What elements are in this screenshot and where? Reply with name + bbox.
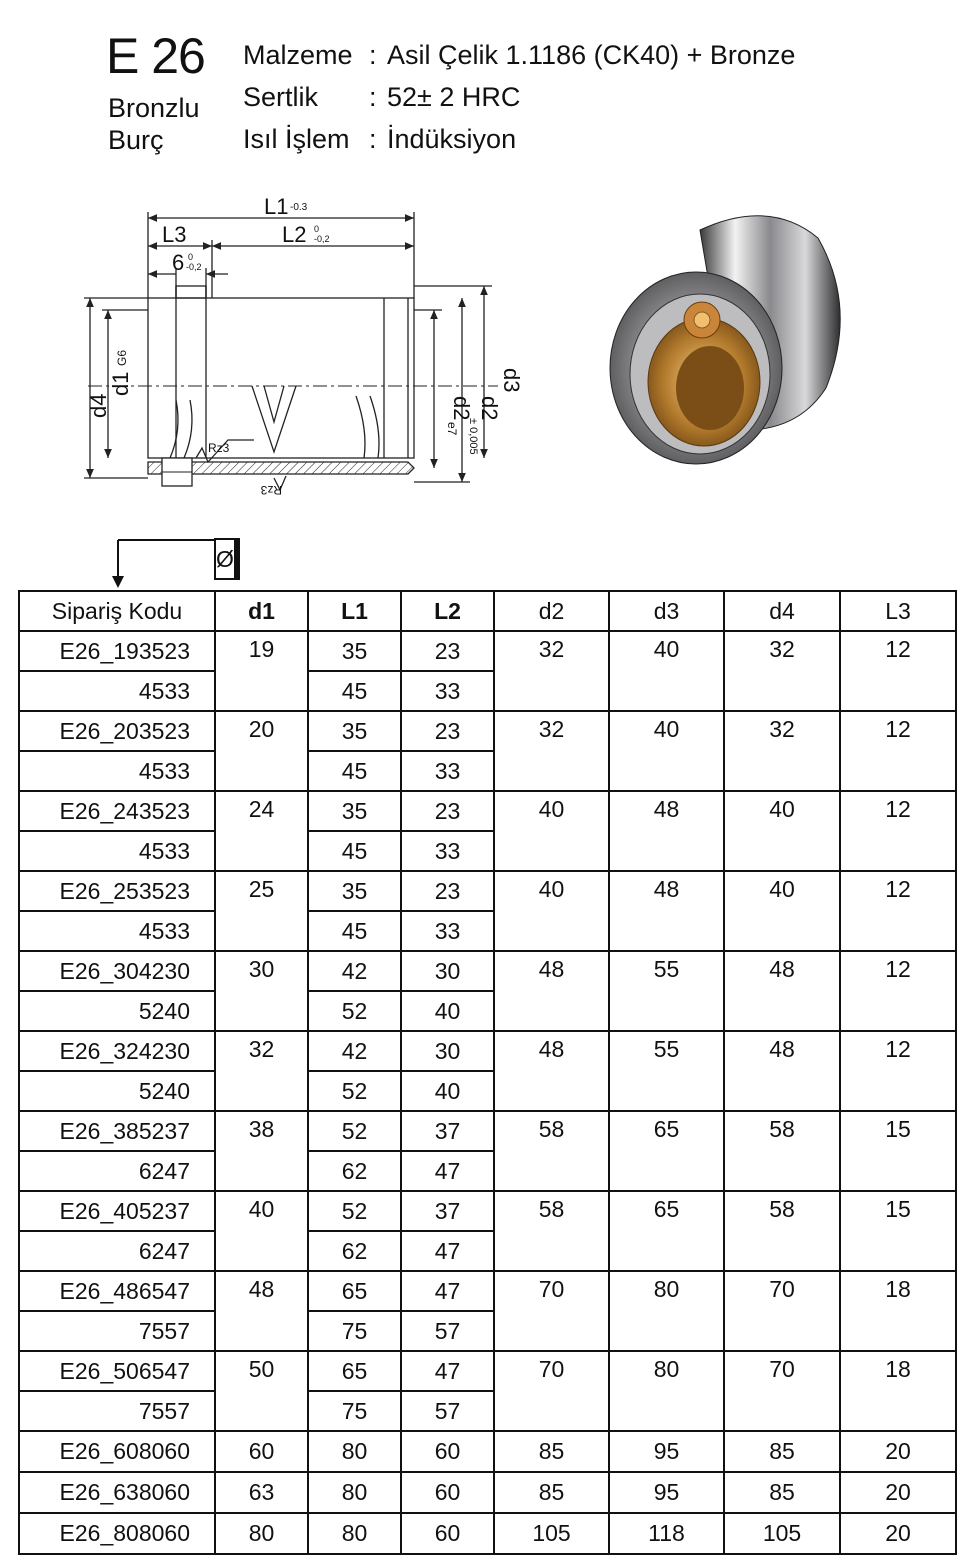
l2-value: 40 — [401, 1071, 494, 1111]
order-code: E26_385237 — [19, 1111, 215, 1151]
table-row — [19, 1111, 956, 1151]
column-header: d3 — [609, 591, 724, 631]
l2-value: 30 — [401, 1031, 494, 1071]
technical-drawing — [78, 190, 524, 510]
l1-value: 45 — [308, 751, 401, 791]
d1-value: 50 — [215, 1351, 308, 1431]
d3-value: 48 — [609, 871, 724, 951]
l1-value: 35 — [308, 711, 401, 751]
d3-value: 95 — [609, 1431, 724, 1472]
l1-value: 35 — [308, 791, 401, 831]
l2-value: 47 — [401, 1231, 494, 1271]
l3-value: 12 — [840, 1031, 956, 1111]
dim-l1: L1 — [264, 194, 289, 219]
l3-value: 12 — [840, 711, 956, 791]
d1-value: 80 — [215, 1513, 308, 1554]
d2-value: 48 — [494, 1031, 609, 1111]
l3-value: 18 — [840, 1351, 956, 1431]
d4-value: 40 — [724, 871, 840, 951]
order-code: E26_506547 — [19, 1351, 215, 1391]
dim-l2-tol-top: 0 — [314, 224, 320, 234]
dim-d2b: d2 — [477, 396, 502, 421]
header-arrow — [18, 538, 218, 590]
l2-value: 60 — [401, 1431, 494, 1472]
order-code: E26_324230 — [19, 1031, 215, 1071]
l2-value: 60 — [401, 1513, 494, 1554]
l3-value: 20 — [840, 1513, 956, 1554]
l3-value: 15 — [840, 1191, 956, 1271]
l1-value: 52 — [308, 991, 401, 1031]
l1-value: 75 — [308, 1311, 401, 1351]
d1-value: 19 — [215, 631, 308, 711]
table-row — [19, 1472, 956, 1513]
l3-value: 15 — [840, 1111, 956, 1191]
order-code: E26_405237 — [19, 1191, 215, 1231]
column-header: L2 — [401, 591, 494, 631]
l2-value: 23 — [401, 871, 494, 911]
spec-key: Sertlik — [243, 82, 319, 112]
table-row — [19, 791, 956, 831]
table-row — [19, 1031, 956, 1071]
l1-value: 35 — [308, 631, 401, 671]
order-code: E26_808060 — [19, 1513, 215, 1554]
d1-value: 20 — [215, 711, 308, 791]
l1-value: 45 — [308, 911, 401, 951]
l1-value: 65 — [308, 1351, 401, 1391]
l1-value: 52 — [308, 1111, 401, 1151]
data-table — [18, 590, 957, 1555]
dim-d2b-tol: ± 0,005 — [467, 418, 479, 455]
d1-value: 25 — [215, 871, 308, 951]
order-code: E26_486547 — [19, 1271, 215, 1311]
l2-value: 23 — [401, 631, 494, 671]
d1-value: 63 — [215, 1472, 308, 1513]
table-row — [19, 951, 956, 991]
l1-value: 35 — [308, 871, 401, 911]
l1-value: 42 — [308, 1031, 401, 1071]
table-row — [19, 711, 956, 751]
l3-value: 12 — [840, 951, 956, 1031]
l3-value: 18 — [840, 1271, 956, 1351]
d3-value: 40 — [609, 631, 724, 711]
l2-value: 60 — [401, 1472, 494, 1513]
l2-value: 47 — [401, 1351, 494, 1391]
l1-value: 52 — [308, 1071, 401, 1111]
l2-value: 47 — [401, 1271, 494, 1311]
spec-colon: : — [369, 40, 377, 70]
order-code-suffix: 4533 — [19, 911, 215, 951]
spec-value: İndüksiyon — [387, 124, 517, 154]
subtitle-line-1: Bronzlu — [108, 93, 200, 123]
d3-value: 118 — [609, 1513, 724, 1554]
order-code: E26_193523 — [19, 631, 215, 671]
dim-six-tol-bot: -0,2 — [186, 262, 202, 272]
dim-l3: L3 — [162, 222, 187, 247]
l1-value: 62 — [308, 1231, 401, 1271]
dim-six-tol-top: 0 — [188, 252, 194, 262]
l2-value: 57 — [401, 1311, 494, 1351]
l1-value: 45 — [308, 831, 401, 871]
column-header: d4 — [724, 591, 840, 631]
order-code-suffix: 6247 — [19, 1151, 215, 1191]
order-code-suffix: 7557 — [19, 1391, 215, 1431]
dim-l1-tol: -0.3 — [290, 202, 308, 213]
spec-key: Isıl İşlem — [243, 124, 350, 154]
table-row — [19, 1271, 956, 1311]
empty-cell — [237, 539, 239, 579]
dim-six: 6 — [172, 250, 185, 275]
l2-value: 23 — [401, 711, 494, 751]
d2-value: 32 — [494, 631, 609, 711]
d2-value: 70 — [494, 1351, 609, 1431]
dim-d1-tol: G6 — [115, 349, 129, 366]
l1-value: 80 — [308, 1472, 401, 1513]
l2-value: 37 — [401, 1191, 494, 1231]
table-row — [19, 871, 956, 911]
d1-value: 48 — [215, 1271, 308, 1351]
order-code-suffix: 6247 — [19, 1231, 215, 1271]
d2-value: 48 — [494, 951, 609, 1031]
l3-value: 12 — [840, 791, 956, 871]
l2-value: 23 — [401, 791, 494, 831]
d3-value: 55 — [609, 951, 724, 1031]
diameter-symbol: Ø — [215, 539, 235, 579]
order-code: E26_638060 — [19, 1472, 215, 1513]
d2-value: 40 — [494, 871, 609, 951]
l1-value: 62 — [308, 1151, 401, 1191]
d4-value: 32 — [724, 631, 840, 711]
symbol-header — [214, 538, 240, 580]
column-header: Sipariş Kodu — [19, 591, 215, 631]
d4-value: 85 — [724, 1472, 840, 1513]
column-header: d1 — [215, 591, 308, 631]
order-code: E26_253523 — [19, 871, 215, 911]
l2-value: 33 — [401, 831, 494, 871]
d3-value: 80 — [609, 1271, 724, 1351]
l3-value: 20 — [840, 1431, 956, 1472]
d1-value: 38 — [215, 1111, 308, 1191]
l1-value: 45 — [308, 671, 401, 711]
rz-top: Rz3 — [208, 441, 230, 455]
spec-value: 52± 2 HRC — [387, 82, 521, 112]
l1-value: 65 — [308, 1271, 401, 1311]
order-code: E26_304230 — [19, 951, 215, 991]
spec-colon: : — [369, 82, 377, 112]
d1-value: 60 — [215, 1431, 308, 1472]
d2-value: 70 — [494, 1271, 609, 1351]
product-code: E 26 — [106, 28, 205, 84]
d3-value: 48 — [609, 791, 724, 871]
table-row — [19, 1351, 956, 1391]
spec-value: Asil Çelik 1.1186 (CK40) + Bronze — [387, 40, 796, 70]
table-header-row — [19, 591, 956, 631]
d4-value: 48 — [724, 951, 840, 1031]
product-subtitle — [108, 92, 238, 156]
d2-value: 32 — [494, 711, 609, 791]
d4-value: 32 — [724, 711, 840, 791]
order-code-suffix: 4533 — [19, 671, 215, 711]
d3-value: 95 — [609, 1472, 724, 1513]
l2-value: 37 — [401, 1111, 494, 1151]
d2-value: 85 — [494, 1472, 609, 1513]
d4-value: 58 — [724, 1191, 840, 1271]
dim-l2-tol-bot: -0,2 — [314, 234, 330, 244]
d4-value: 70 — [724, 1271, 840, 1351]
l1-value: 42 — [308, 951, 401, 991]
d4-value: 105 — [724, 1513, 840, 1554]
dim-d2: d2 — [449, 396, 474, 421]
order-code-suffix: 4533 — [19, 751, 215, 791]
d2-value: 40 — [494, 791, 609, 871]
l2-value: 30 — [401, 951, 494, 991]
d4-value: 58 — [724, 1111, 840, 1191]
d4-value: 70 — [724, 1351, 840, 1431]
l2-value: 47 — [401, 1151, 494, 1191]
column-header: L3 — [840, 591, 956, 631]
table-row — [19, 1191, 956, 1231]
d1-value: 32 — [215, 1031, 308, 1111]
l1-value: 80 — [308, 1513, 401, 1554]
d2-value: 58 — [494, 1111, 609, 1191]
dim-d3: d3 — [499, 368, 524, 393]
l2-value: 40 — [401, 991, 494, 1031]
d4-value: 48 — [724, 1031, 840, 1111]
l1-value: 80 — [308, 1431, 401, 1472]
d4-value: 85 — [724, 1431, 840, 1472]
l3-value: 20 — [840, 1472, 956, 1513]
l2-value: 57 — [401, 1391, 494, 1431]
l1-value: 52 — [308, 1191, 401, 1231]
d1-value: 40 — [215, 1191, 308, 1271]
d4-value: 40 — [724, 791, 840, 871]
spec-key: Malzeme — [243, 40, 353, 70]
d2-value: 85 — [494, 1431, 609, 1472]
spec-colon: : — [369, 124, 377, 154]
d1-value: 24 — [215, 791, 308, 871]
dim-d4: d4 — [86, 393, 111, 418]
column-header: L1 — [308, 591, 401, 631]
order-code: E26_608060 — [19, 1431, 215, 1472]
d3-value: 55 — [609, 1031, 724, 1111]
order-code-suffix: 4533 — [19, 831, 215, 871]
d2-value: 105 — [494, 1513, 609, 1554]
l3-value: 12 — [840, 871, 956, 951]
l3-value: 12 — [840, 631, 956, 711]
d3-value: 40 — [609, 711, 724, 791]
table-row — [19, 1513, 956, 1554]
rz-bot: Rz3 — [260, 483, 282, 497]
d3-value: 80 — [609, 1351, 724, 1431]
dim-d2-tol: e7 — [445, 422, 459, 436]
d3-value: 65 — [609, 1191, 724, 1271]
l1-value: 75 — [308, 1391, 401, 1431]
d2-value: 58 — [494, 1191, 609, 1271]
subtitle-line-2: Burç — [108, 125, 164, 155]
column-header: d2 — [494, 591, 609, 631]
dim-d1: d1 — [108, 371, 133, 396]
d1-value: 30 — [215, 951, 308, 1031]
order-code-suffix: 7557 — [19, 1311, 215, 1351]
l2-value: 33 — [401, 671, 494, 711]
order-code: E26_243523 — [19, 791, 215, 831]
d3-value: 65 — [609, 1111, 724, 1191]
dim-l2: L2 — [282, 222, 307, 247]
order-code-suffix: 5240 — [19, 1071, 215, 1111]
l2-value: 33 — [401, 751, 494, 791]
bushing-photo — [600, 198, 860, 468]
order-code: E26_203523 — [19, 711, 215, 751]
table-row — [19, 1431, 956, 1472]
table-row — [19, 631, 956, 671]
l2-value: 33 — [401, 911, 494, 951]
order-code-suffix: 5240 — [19, 991, 215, 1031]
